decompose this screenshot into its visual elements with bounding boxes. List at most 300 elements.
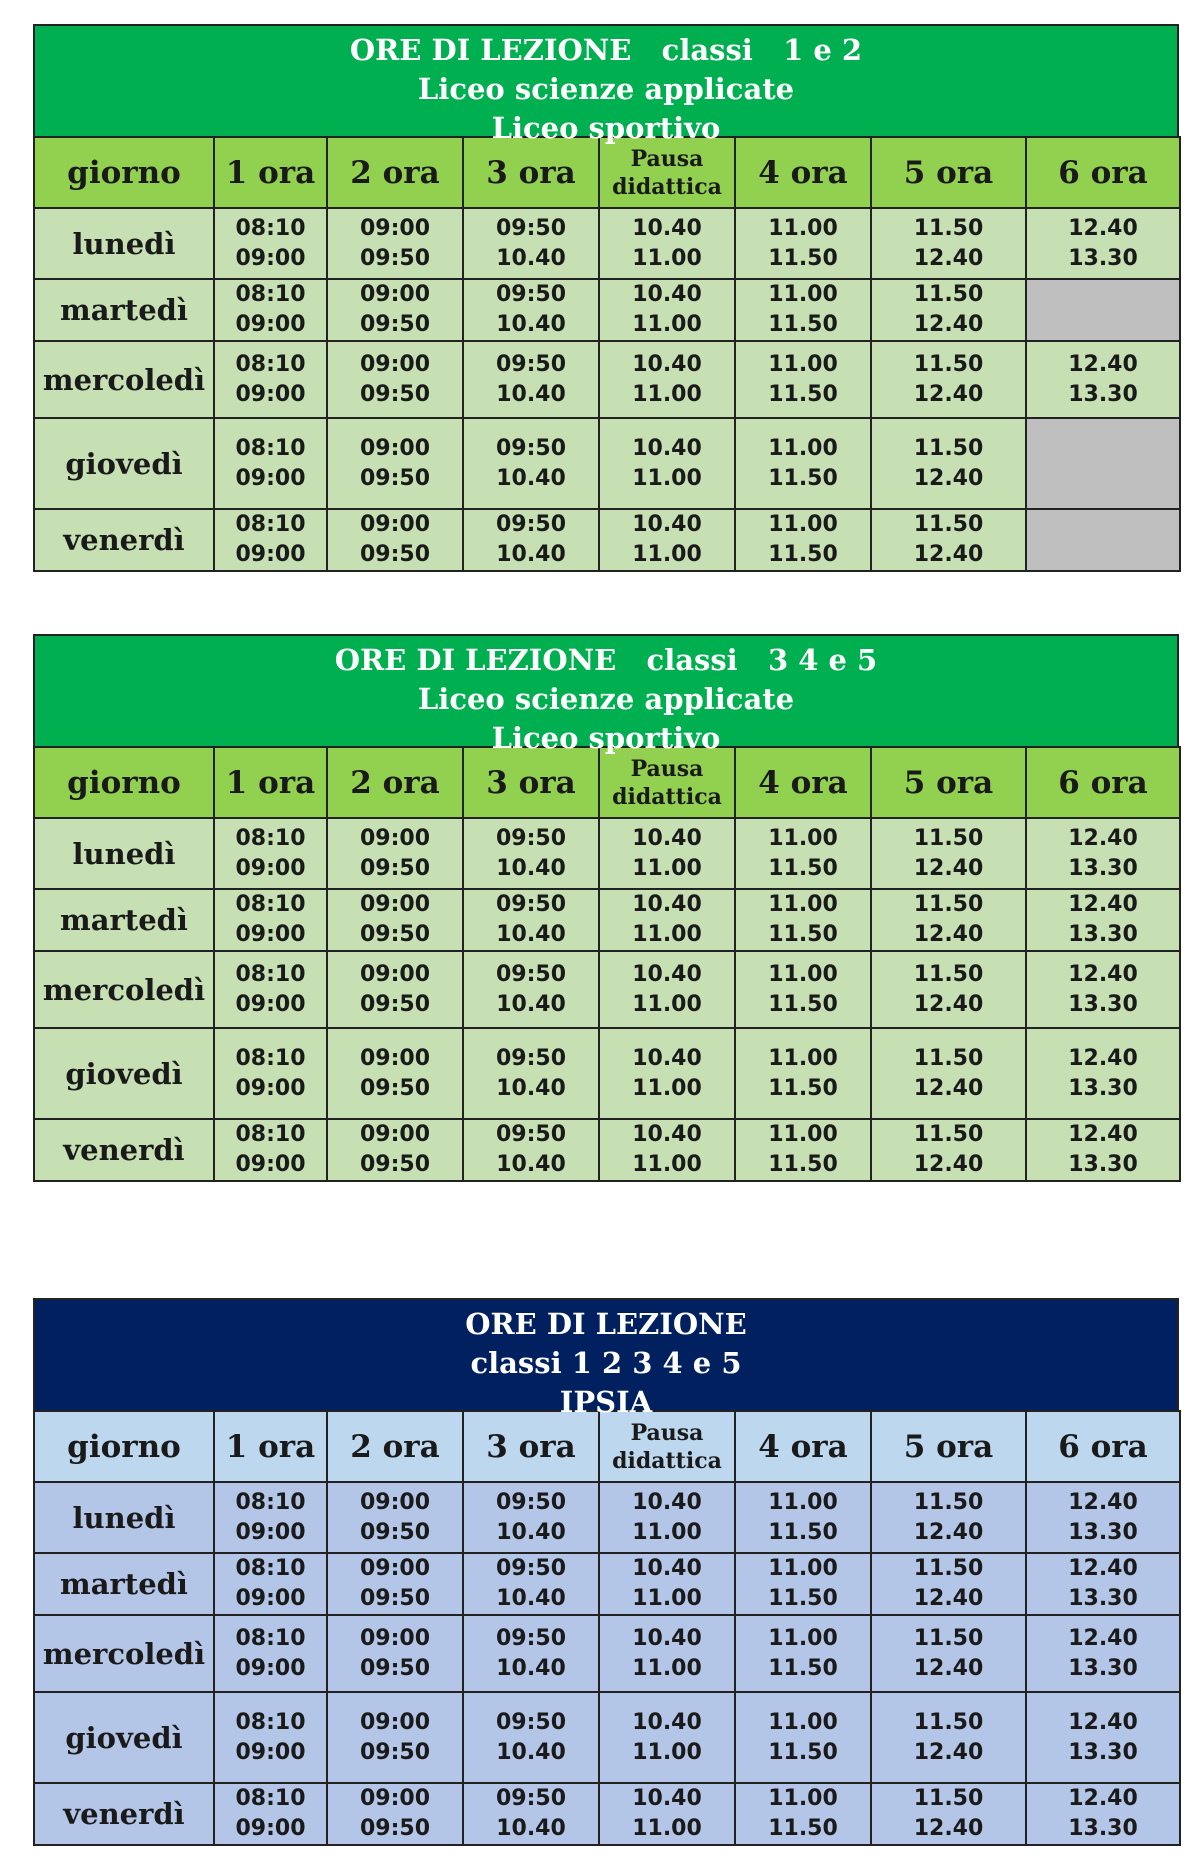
time-cell	[735, 1615, 871, 1692]
start-time: 12.40	[1068, 215, 1138, 241]
start-time: 09:00	[359, 1489, 431, 1515]
time-cell	[871, 818, 1026, 889]
start-time: 11.50	[913, 435, 984, 461]
time-cell	[1026, 889, 1180, 951]
start-time: 11.00	[768, 1786, 838, 1811]
day-cell: martedì	[34, 279, 214, 341]
time-cell	[214, 1119, 327, 1181]
table-title-line: ORE DI LEZIONE classi 1 e 2	[349, 33, 863, 67]
start-time: 08:10	[235, 1786, 306, 1811]
header-cell: 4 ora	[735, 1411, 871, 1482]
header-pausa-line: Pausa	[630, 1419, 704, 1446]
time-cell	[735, 1119, 871, 1181]
start-time: 08:10	[235, 1489, 306, 1515]
time-cell	[599, 418, 735, 509]
start-time: 10.40	[632, 282, 702, 307]
schedule-table	[33, 136, 1181, 572]
start-time: 10.40	[632, 512, 702, 537]
time-cell	[871, 889, 1026, 951]
end-time: 13.30	[1068, 245, 1138, 271]
time-cell	[463, 1028, 599, 1119]
end-time: 10.40	[496, 1739, 566, 1765]
start-time: 09:00	[359, 825, 431, 851]
time-cell	[1026, 341, 1180, 418]
header-cell: 5 ora	[871, 137, 1026, 208]
end-time: 09:50	[359, 1519, 431, 1545]
time-cell	[214, 1783, 327, 1845]
day-cell: mercoledì	[34, 1615, 214, 1692]
time-cell	[599, 1692, 735, 1783]
time-cell	[463, 889, 599, 951]
time-cell	[599, 1783, 735, 1845]
start-time: 09:00	[359, 435, 431, 461]
time-cell	[327, 889, 463, 951]
time-cell	[463, 1482, 599, 1553]
end-time: 12.40	[913, 1075, 984, 1101]
start-time: 11.50	[913, 1709, 984, 1735]
end-time: 09:50	[359, 312, 431, 337]
header-cell: 3 ora	[463, 137, 599, 208]
end-time: 13.30	[1068, 1519, 1138, 1545]
end-time: 11.50	[768, 465, 838, 491]
header-cell: 5 ora	[871, 747, 1026, 818]
table-title-line: Liceo sportivo	[491, 721, 721, 755]
time-cell	[599, 208, 735, 279]
start-time: 09:50	[495, 892, 567, 917]
time-cell	[871, 1615, 1026, 1692]
start-time: 09:50	[495, 1625, 567, 1651]
end-time: 12.40	[913, 312, 984, 337]
end-time: 13.30	[1068, 1152, 1138, 1177]
end-time: 10.40	[496, 1816, 566, 1841]
timetable-ipsia	[33, 1298, 1179, 1846]
start-time: 11.00	[768, 1556, 838, 1581]
start-time: 11.00	[768, 282, 838, 307]
end-time: 09:00	[235, 1075, 306, 1101]
start-time: 11.50	[913, 1045, 984, 1071]
table-row	[34, 418, 1180, 509]
time-cell	[1026, 208, 1180, 279]
day-cell: venerdì	[34, 1783, 214, 1845]
end-time: 11.50	[768, 922, 838, 947]
end-time: 12.40	[913, 1739, 984, 1765]
time-cell	[599, 279, 735, 341]
day-cell: venerdì	[34, 509, 214, 571]
table-title-line: ORE DI LEZIONE classi 3 4 e 5	[334, 643, 878, 677]
end-time: 09:00	[235, 465, 306, 491]
start-time: 09:00	[359, 961, 431, 987]
start-time: 11.50	[913, 892, 984, 917]
time-cell	[735, 889, 871, 951]
end-time: 10.40	[496, 1075, 566, 1101]
end-time: 11.00	[632, 1586, 702, 1611]
time-cell	[327, 951, 463, 1028]
time-cell	[871, 279, 1026, 341]
time-cell	[463, 279, 599, 341]
day-cell: lunedì	[34, 818, 214, 889]
time-cell	[214, 208, 327, 279]
end-time: 09:50	[359, 1152, 431, 1177]
end-time: 09:00	[235, 1152, 306, 1177]
header-cell: 3 ora	[463, 1411, 599, 1482]
header-pausa-line: Pausa	[630, 755, 704, 782]
end-time: 12.40	[913, 1519, 984, 1545]
time-cell	[214, 889, 327, 951]
table-row	[34, 1615, 1180, 1692]
time-cell	[871, 951, 1026, 1028]
table-title-line: ORE DI LEZIONE	[465, 1307, 747, 1341]
end-time: 10.40	[496, 542, 566, 567]
day-cell: venerdì	[34, 1119, 214, 1181]
time-cell	[735, 1482, 871, 1553]
time-cell	[735, 1692, 871, 1783]
start-time: 11.50	[913, 1556, 984, 1581]
start-time: 12.40	[1068, 961, 1138, 987]
time-cell	[599, 1119, 735, 1181]
time-cell	[735, 1783, 871, 1845]
time-cell	[463, 1692, 599, 1783]
start-time: 11.50	[913, 282, 984, 307]
start-time: 12.40	[1068, 351, 1138, 377]
time-cell	[214, 1482, 327, 1553]
time-cell	[327, 818, 463, 889]
time-cell	[735, 279, 871, 341]
end-time: 11.50	[768, 1075, 838, 1101]
time-cell	[214, 818, 327, 889]
start-time: 11.50	[913, 1786, 984, 1811]
time-cell	[214, 279, 327, 341]
start-time: 08:10	[235, 512, 306, 537]
time-cell	[327, 341, 463, 418]
table-row	[34, 1482, 1180, 1553]
end-time: 11.50	[768, 312, 838, 337]
day-cell: giovedì	[34, 418, 214, 509]
time-cell	[214, 1028, 327, 1119]
end-time: 11.50	[768, 855, 838, 881]
time-cell	[327, 1119, 463, 1181]
header-cell: 5 ora	[871, 1411, 1026, 1482]
start-time: 09:00	[359, 1786, 431, 1811]
table-row	[34, 889, 1180, 951]
start-time: 12.40	[1068, 1625, 1138, 1651]
schedule-table	[33, 746, 1181, 1182]
start-time: 11.00	[768, 825, 838, 851]
time-cell	[1026, 818, 1180, 889]
table-row	[34, 1553, 1180, 1615]
start-time: 11.50	[913, 1625, 984, 1651]
time-cell	[871, 418, 1026, 509]
start-time: 10.40	[632, 1556, 702, 1581]
start-time: 11.00	[768, 1709, 838, 1735]
end-time: 11.00	[632, 381, 702, 407]
end-time: 10.40	[496, 1519, 566, 1545]
end-time: 11.00	[632, 855, 702, 881]
start-time: 11.00	[768, 512, 838, 537]
start-time: 09:00	[359, 892, 431, 917]
end-time: 12.40	[913, 542, 984, 567]
time-cell	[463, 418, 599, 509]
header-cell: 2 ora	[327, 137, 463, 208]
start-time: 10.40	[632, 1489, 702, 1515]
start-time: 11.50	[913, 215, 984, 241]
table-title	[33, 24, 1179, 145]
day-cell: martedì	[34, 889, 214, 951]
time-cell	[327, 279, 463, 341]
start-time: 08:10	[235, 1709, 306, 1735]
end-time: 11.00	[632, 1655, 702, 1681]
header-cell: 6 ora	[1026, 1411, 1180, 1482]
end-time: 12.40	[913, 991, 984, 1017]
header-cell: 1 ora	[214, 1411, 327, 1482]
time-cell	[214, 509, 327, 571]
end-time: 13.30	[1068, 1586, 1138, 1611]
time-cell	[214, 418, 327, 509]
start-time: 10.40	[632, 351, 702, 377]
end-time: 12.40	[913, 381, 984, 407]
start-time: 11.00	[768, 1625, 838, 1651]
time-cell	[1026, 951, 1180, 1028]
start-time: 08:10	[235, 351, 306, 377]
header-cell: 6 ora	[1026, 747, 1180, 818]
end-time: 09:50	[359, 1655, 431, 1681]
time-cell	[327, 208, 463, 279]
table-row	[34, 1783, 1180, 1845]
time-cell	[871, 509, 1026, 571]
start-time: 10.40	[632, 961, 702, 987]
time-cell	[463, 1553, 599, 1615]
end-time: 09:50	[359, 1586, 431, 1611]
time-cell	[871, 1482, 1026, 1553]
day-cell: mercoledì	[34, 951, 214, 1028]
time-cell	[214, 951, 327, 1028]
day-cell: lunedì	[34, 208, 214, 279]
start-time: 11.50	[913, 512, 984, 537]
start-time: 10.40	[632, 1786, 702, 1811]
time-cell	[871, 1783, 1026, 1845]
table-row	[34, 279, 1180, 341]
header-pausa-line: Pausa	[630, 145, 704, 172]
end-time: 10.40	[496, 465, 566, 491]
start-time: 08:10	[235, 1045, 306, 1071]
time-cell	[327, 418, 463, 509]
start-time: 08:10	[235, 825, 306, 851]
end-time: 13.30	[1068, 1816, 1138, 1841]
schedule-table	[33, 1410, 1181, 1846]
start-time: 12.40	[1068, 1489, 1138, 1515]
day-cell: lunedì	[34, 1482, 214, 1553]
end-time: 11.00	[632, 245, 702, 271]
end-time: 09:00	[235, 1586, 306, 1611]
time-cell	[735, 341, 871, 418]
start-time: 11.00	[768, 961, 838, 987]
table-row	[34, 1119, 1180, 1181]
start-time: 09:50	[495, 435, 567, 461]
start-time: 10.40	[632, 1625, 702, 1651]
empty-cell	[1026, 509, 1180, 571]
end-time: 09:00	[235, 991, 306, 1017]
start-time: 11.00	[768, 215, 838, 241]
end-time: 11.00	[632, 1816, 702, 1841]
time-cell	[599, 818, 735, 889]
time-cell	[463, 1615, 599, 1692]
time-cell	[327, 1615, 463, 1692]
end-time: 12.40	[913, 1655, 984, 1681]
time-cell	[871, 1119, 1026, 1181]
time-cell	[1026, 1028, 1180, 1119]
end-time: 12.40	[913, 1152, 984, 1177]
start-time: 09:00	[359, 1045, 431, 1071]
end-time: 09:50	[359, 1075, 431, 1101]
time-cell	[871, 208, 1026, 279]
end-time: 11.00	[632, 1519, 702, 1545]
table-title	[33, 634, 1179, 755]
start-time: 09:00	[359, 1625, 431, 1651]
time-cell	[599, 951, 735, 1028]
start-time: 09:50	[495, 1556, 567, 1581]
start-time: 08:10	[235, 961, 306, 987]
start-time: 08:10	[235, 1625, 306, 1651]
time-cell	[1026, 1553, 1180, 1615]
end-time: 09:00	[235, 542, 306, 567]
time-cell	[1026, 1482, 1180, 1553]
end-time: 11.50	[768, 381, 838, 407]
start-time: 11.00	[768, 1122, 838, 1147]
start-time: 11.50	[913, 1122, 984, 1147]
table-row	[34, 509, 1180, 571]
start-time: 11.00	[768, 435, 838, 461]
start-time: 12.40	[1068, 1122, 1138, 1147]
end-time: 11.50	[768, 542, 838, 567]
start-time: 12.40	[1068, 825, 1138, 851]
start-time: 12.40	[1068, 1045, 1138, 1071]
start-time: 09:50	[495, 351, 567, 377]
end-time: 09:50	[359, 381, 431, 407]
table-title-line: Liceo scienze applicate	[417, 682, 795, 716]
table-row	[34, 341, 1180, 418]
start-time: 09:00	[359, 215, 431, 241]
end-time: 13.30	[1068, 1739, 1138, 1765]
time-cell	[599, 1615, 735, 1692]
table-title-line: IPSIA	[559, 1385, 653, 1419]
empty-cell	[1026, 418, 1180, 509]
table-title-line: classi 1 2 3 4 e 5	[470, 1346, 742, 1380]
end-time: 11.50	[768, 1519, 838, 1545]
end-time: 09:50	[359, 1739, 431, 1765]
header-cell: 4 ora	[735, 137, 871, 208]
end-time: 12.40	[913, 465, 984, 491]
table-row	[34, 208, 1180, 279]
time-cell	[871, 341, 1026, 418]
time-cell	[327, 1028, 463, 1119]
empty-cell	[1026, 279, 1180, 341]
end-time: 12.40	[913, 855, 984, 881]
time-cell	[1026, 1692, 1180, 1783]
time-cell	[463, 951, 599, 1028]
time-cell	[463, 1119, 599, 1181]
start-time: 09:00	[359, 1709, 431, 1735]
start-time: 10.40	[632, 1045, 702, 1071]
time-cell	[599, 341, 735, 418]
table-row	[34, 1028, 1180, 1119]
start-time: 10.40	[632, 435, 702, 461]
time-cell	[327, 509, 463, 571]
start-time: 11.00	[768, 1489, 838, 1515]
end-time: 11.00	[632, 1075, 702, 1101]
start-time: 09:50	[495, 215, 567, 241]
start-time: 09:50	[495, 825, 567, 851]
day-cell: martedì	[34, 1553, 214, 1615]
end-time: 09:50	[359, 922, 431, 947]
end-time: 09:00	[235, 1655, 306, 1681]
end-time: 09:50	[359, 855, 431, 881]
time-cell	[735, 1028, 871, 1119]
time-cell	[327, 1553, 463, 1615]
time-cell	[599, 1028, 735, 1119]
end-time: 11.50	[768, 1152, 838, 1177]
start-time: 09:50	[495, 282, 567, 307]
header-cell: 1 ora	[214, 137, 327, 208]
header-cell: giorno	[34, 137, 214, 208]
end-time: 11.00	[632, 991, 702, 1017]
start-time: 12.40	[1068, 1709, 1138, 1735]
start-time: 10.40	[632, 825, 702, 851]
end-time: 11.00	[632, 465, 702, 491]
start-time: 09:50	[495, 961, 567, 987]
end-time: 12.40	[913, 922, 984, 947]
table-title	[33, 1298, 1179, 1419]
end-time: 11.00	[632, 922, 702, 947]
start-time: 09:00	[359, 512, 431, 537]
start-time: 12.40	[1068, 1786, 1138, 1811]
time-cell	[463, 1783, 599, 1845]
timetable-classi-3-4-5	[33, 634, 1179, 1182]
end-time: 11.50	[768, 1739, 838, 1765]
end-time: 10.40	[496, 312, 566, 337]
time-cell	[871, 1028, 1026, 1119]
start-time: 11.50	[913, 351, 984, 377]
header-cell: 4 ora	[735, 747, 871, 818]
day-cell: mercoledì	[34, 341, 214, 418]
header-cell: 2 ora	[327, 1411, 463, 1482]
end-time: 12.40	[913, 245, 984, 271]
start-time: 10.40	[632, 215, 702, 241]
header-cell: 6 ora	[1026, 137, 1180, 208]
start-time: 08:10	[235, 282, 306, 307]
time-cell	[214, 341, 327, 418]
time-cell	[735, 509, 871, 571]
time-cell	[1026, 1119, 1180, 1181]
table-row	[34, 951, 1180, 1028]
start-time: 11.50	[913, 961, 984, 987]
start-time: 09:00	[359, 1556, 431, 1581]
end-time: 13.30	[1068, 855, 1138, 881]
end-time: 12.40	[913, 1586, 984, 1611]
time-cell	[327, 1692, 463, 1783]
start-time: 10.40	[632, 1122, 702, 1147]
start-time: 08:10	[235, 215, 306, 241]
time-cell	[463, 818, 599, 889]
time-cell	[599, 889, 735, 951]
header-cell: giorno	[34, 747, 214, 818]
start-time: 11.00	[768, 892, 838, 917]
day-cell: giovedì	[34, 1028, 214, 1119]
start-time: 11.00	[768, 1045, 838, 1071]
time-cell	[214, 1692, 327, 1783]
time-cell	[1026, 1615, 1180, 1692]
end-time: 10.40	[496, 1655, 566, 1681]
time-cell	[1026, 1783, 1180, 1845]
end-time: 09:00	[235, 1519, 306, 1545]
